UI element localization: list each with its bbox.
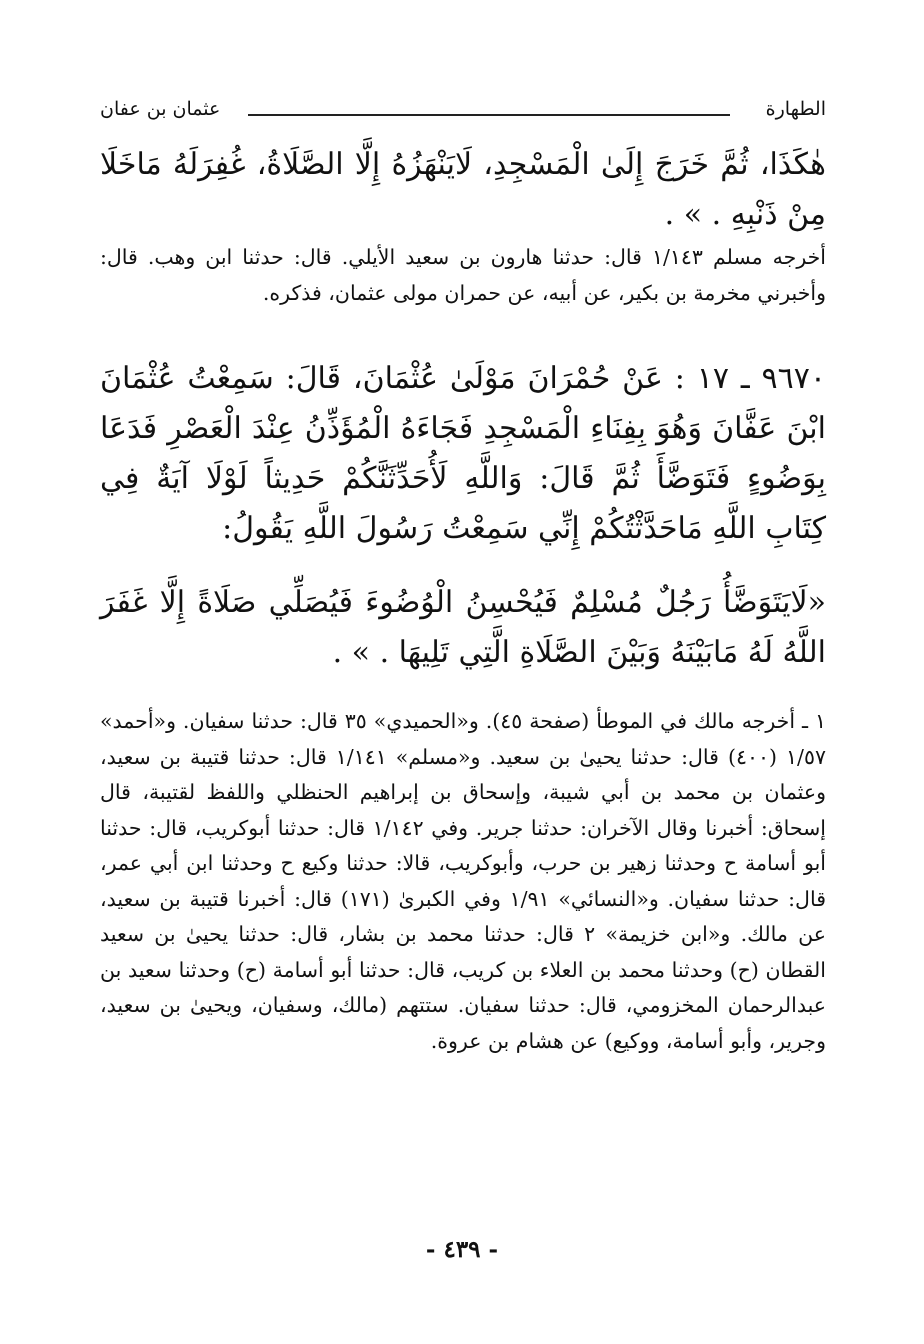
note-text: أخرجه مسلم ١/١٤٣ قال: حدثنا هارون بن سعيد الأيلي. قال: حدثنا ابن وهب. قال: وأخبرني مخرمة بن بكير، عن أبيه، عن حمران مولى عثمان، فذكره. bbox=[100, 245, 826, 305]
section-title: عثمان بن عفان bbox=[100, 98, 221, 120]
header-rule bbox=[248, 114, 730, 116]
chapter-title: الطهارة bbox=[765, 98, 826, 120]
hadith-quote bbox=[100, 578, 826, 678]
hadith-9670 bbox=[100, 354, 826, 554]
hadith-text: هٰكَذَا، ثُمَّ خَرَجَ إِلَىٰ الْمَسْجِدِ، لَايَنْهَزُهُ إِلَّا الصَّلَاةُ، غُفِرَلَهُ مَاخَلَا مِنْ ذَنْبِهِ . » . bbox=[100, 147, 826, 232]
takhrij-note bbox=[100, 240, 826, 311]
hadith-continuation bbox=[100, 140, 826, 240]
takhrij-footnote bbox=[100, 704, 826, 1059]
running-header bbox=[100, 94, 826, 128]
page-number: - ٤٣٩ - bbox=[425, 1236, 499, 1263]
note-text: ١ ـ أخرجه مالك في الموطأ (صفحة ٤٥). و«الحميدي» ٣٥ قال: حدثنا سفيان. و«أحمد» ١/٥٧ (٤٠٠) قال: حدثنا يحيىٰ بن سعيد. و«مسلم» ١/١٤١ قال: حدثنا قتيبة بن سعيد، وعثمان بن محمد بن أبي شيبة، وإسحاق بن إبراهيم الحنظلي واللفظ لقتيبة، قال إسحاق: أخبرنا وقال الآخران: حدثنا جرير. وفي ١/١٤٢ قال: حدثنا أبوكريب، قال: حدثنا أبو أسامة ح وحدثنا زهير بن حرب، وأبوكريب، قالا: حدثنا وكيع ح وحدثنا ابن أبي عمر، قال: حدثنا سفيان. و«النسائي» ١/٩١ وفي الكبرىٰ (١٧١) قال: أخبرنا قتيبة بن سعيد، عن مالك. و«ابن خزيمة» ٢ قال: حدثنا محمد بن بشار، قال: حدثنا يحيىٰ بن سعيد القطان (ح) وحدثنا محمد بن العلاء بن كريب، قال: حدثنا أبو أسامة (ح) وحدثنا سعيد بن عبدالرحمان المخزومي، قال: حدثنا سفيان. ستتهم (مالك، وسفيان، ويحيىٰ بن سعيد، وجرير، وأبو أسامة، ووكيع) عن هشام بن عروة. bbox=[100, 709, 827, 1053]
hadith-text: ٩٦٧٠ ـ ١٧ : عَنْ حُمْرَانَ مَوْلَىٰ عُثْمَانَ، قَالَ: سَمِعْتُ عُثْمَانَ ابْنَ عَفَّانَ وَهُوَ بِفِنَاءِ الْمَسْجِدِ فَجَاءَهُ الْمُؤَذِّنُ عِنْدَ الْعَصْرِ فَدَعَا بِوَضُوءٍ فَتَوَضَّأَ ثُمَّ قَالَ: وَاللَّهِ لَأُحَدِّثَنَّكُمْ حَدِيثاً لَوْلَا آيَةٌ فِي كِتَابِ اللَّهِ مَاحَدَّثْتُكُمْ إِنِّي سَمِعْتُ رَسُولَ اللَّهِ يَقُولُ: bbox=[100, 361, 826, 546]
hadith-text: «لَايَتَوَضَّأُ رَجُلٌ مُسْلِمٌ فَيُحْسِنُ الْوُضُوءَ فَيُصَلِّي صَلَاةً إِلَّا غَفَرَ اللَّهُ لَهُ مَابَيْنَهُ وَبَيْنَ الصَّلَاةِ الَّتِي تَلِيهَا . » . bbox=[100, 585, 826, 670]
